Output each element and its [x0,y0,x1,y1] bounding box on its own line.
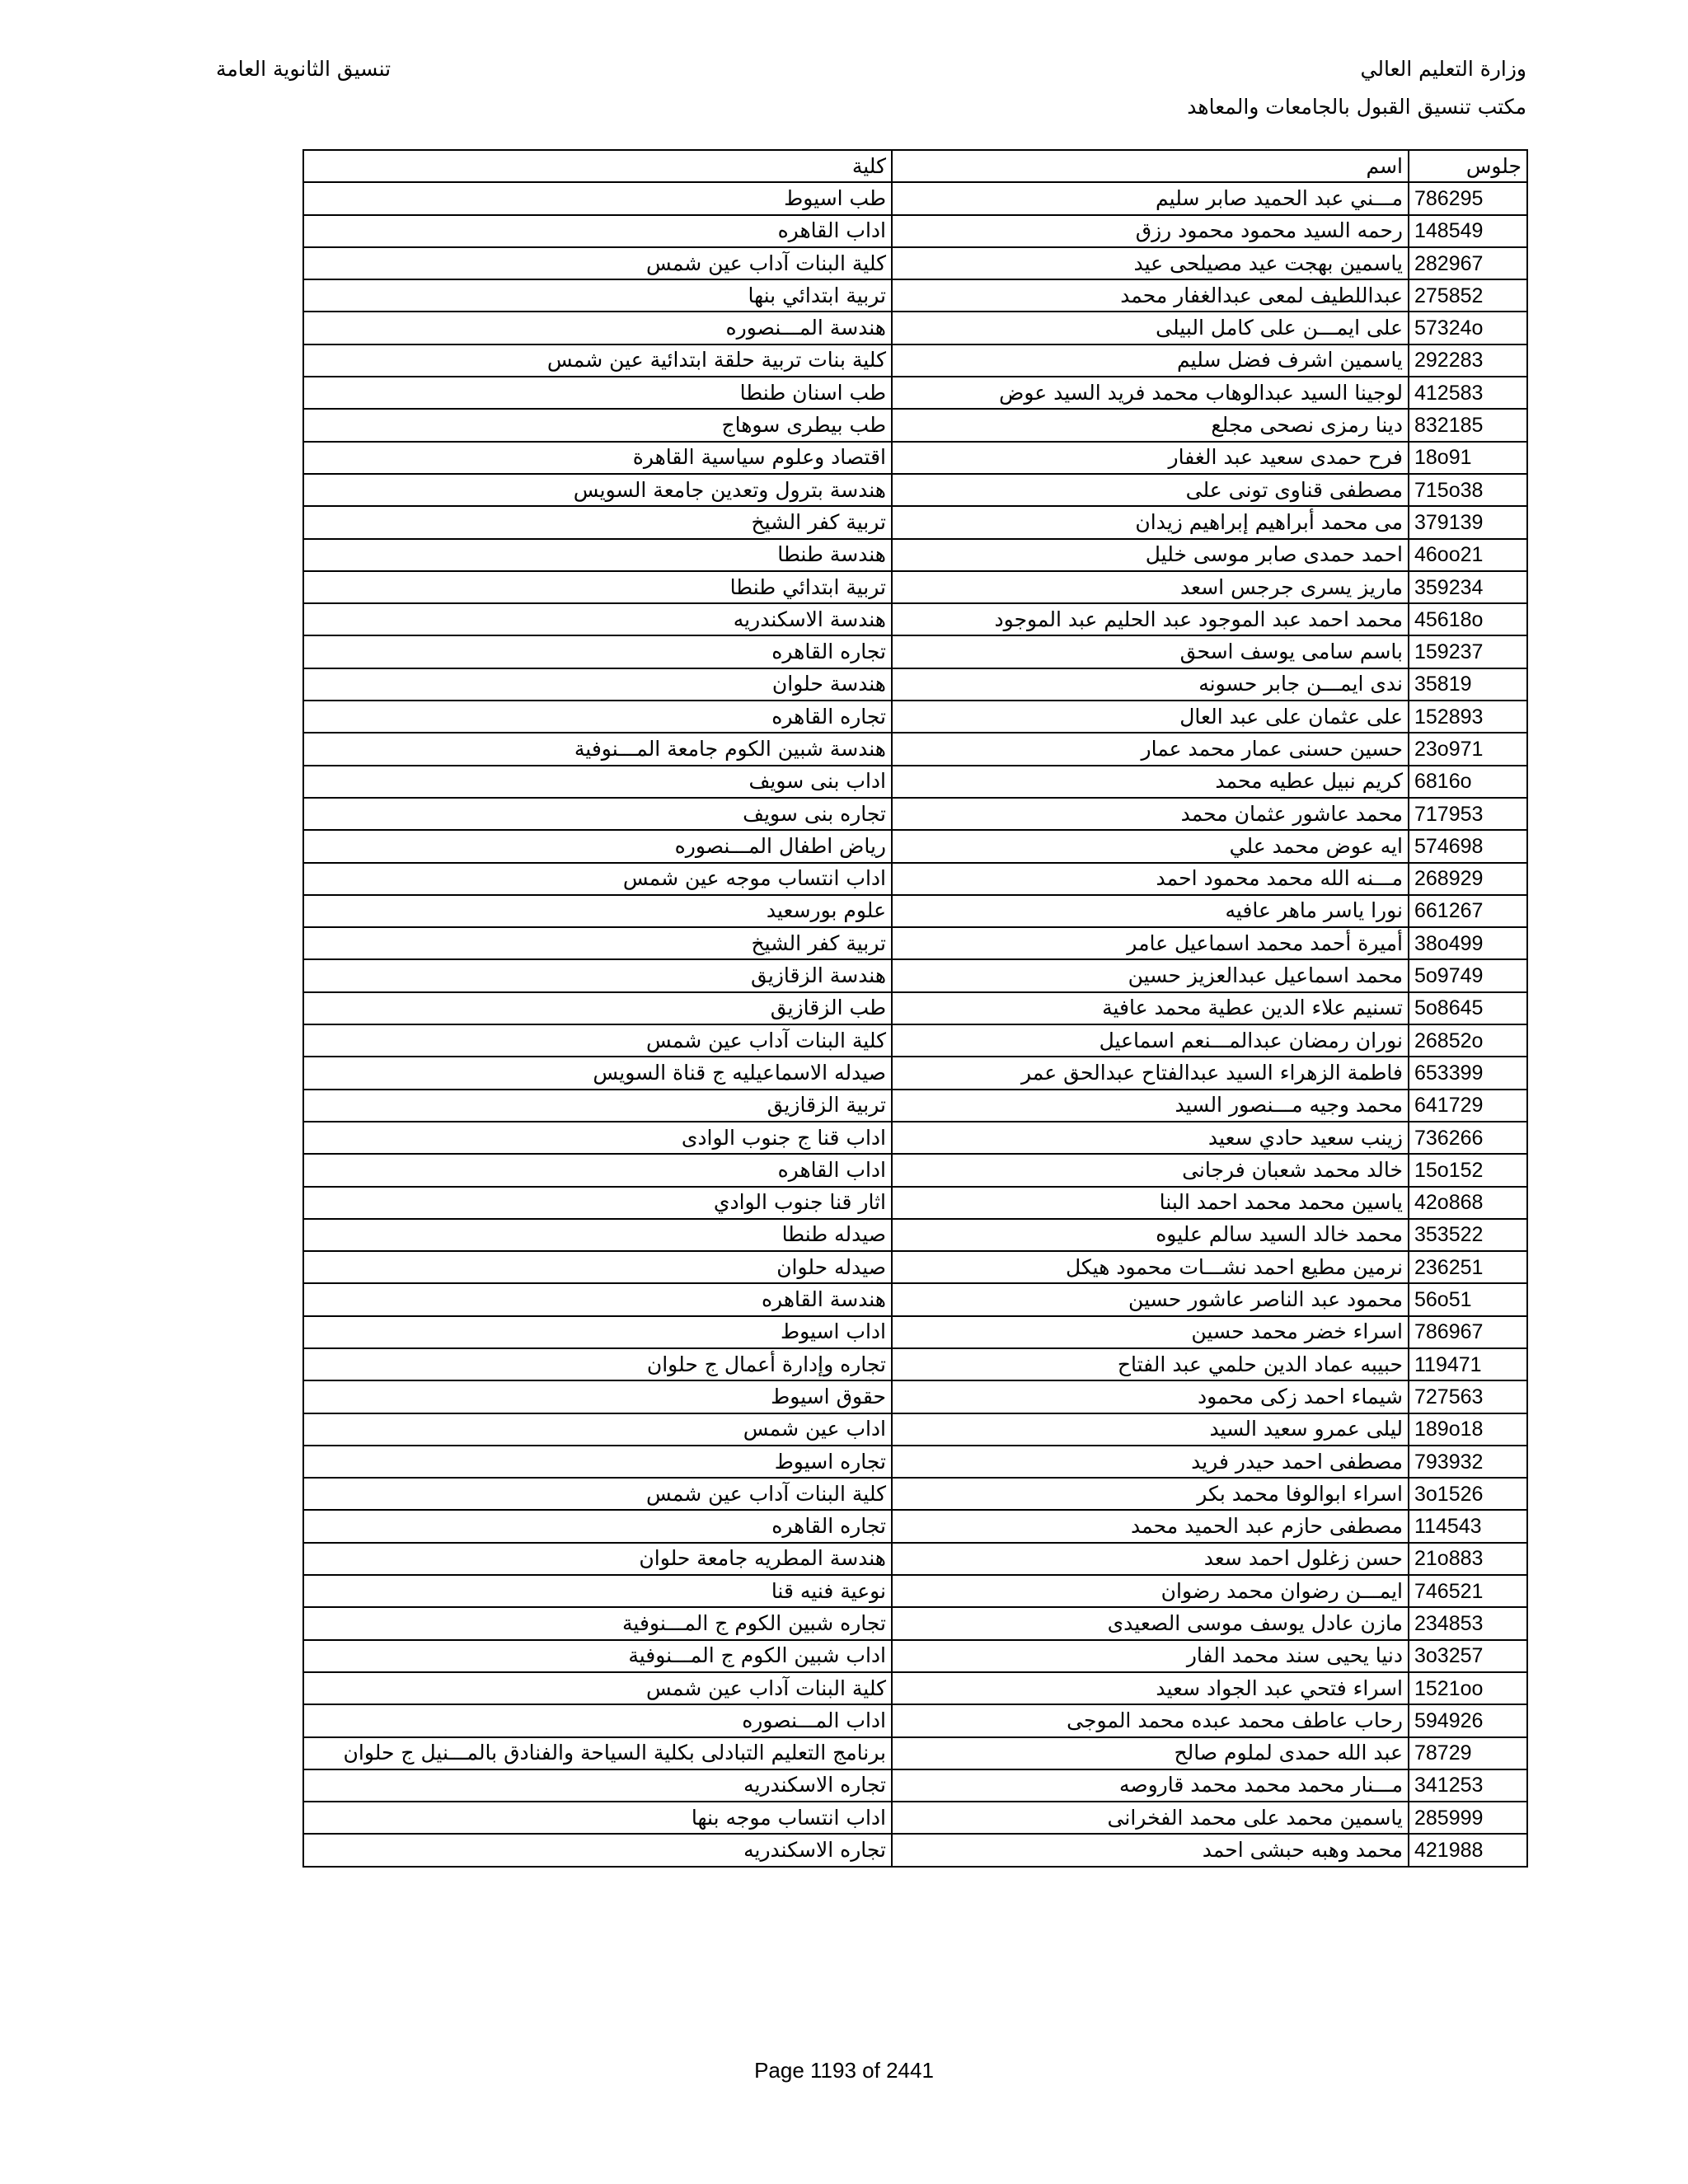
table-row [303,1090,1527,1122]
faculty-name: تجاره القاهره [303,635,892,668]
table-row [303,733,1527,765]
student-name: ياسمين محمد على محمد الفخرانى [892,1802,1409,1834]
table-row [303,279,1527,312]
student-name: حبيبه عماد الدين حلمي عبد الفتاح [892,1348,1409,1380]
student-name: شيماء احمد زكى محمود [892,1380,1409,1413]
student-name: مى محمد أبراهيم إبراهيم زيدان [892,506,1409,538]
faculty-name: كلية البنات آداب عين شمس [303,1024,892,1057]
table-row [303,1737,1527,1769]
table-row [303,766,1527,798]
table-row [303,1413,1527,1446]
seat-number: 786295 [1409,182,1527,214]
header-name: اسم [892,150,1409,182]
student-name: ليلى عمرو سعيد السيد [892,1413,1409,1446]
table-row [303,1640,1527,1672]
student-name: عبداللطيف لمعى عبدالغفار محمد [892,279,1409,312]
seat-number: 736266 [1409,1122,1527,1154]
table-row [303,1057,1527,1089]
faculty-name: علوم بورسعيد [303,895,892,927]
seat-number: 661267 [1409,895,1527,927]
faculty-name: تربية كفر الشيخ [303,927,892,959]
table-row [303,571,1527,603]
table-row [303,247,1527,279]
table-row [303,830,1527,862]
table-row [303,1024,1527,1057]
seat-number: 18o91 [1409,442,1527,474]
header-faculty: كلية [303,150,892,182]
faculty-name: صيدله الاسماعيليه ج قناة السويس [303,1057,892,1089]
faculty-name: هندسة الزقازيق [303,959,892,991]
table-header-row [303,150,1527,182]
table-row [303,1478,1527,1510]
faculty-name: كلية بنات تربية حلقة ابتدائية عين شمس [303,344,892,377]
table-row [303,1283,1527,1315]
table-row [303,1348,1527,1380]
table-row [303,927,1527,959]
student-name: ايه عوض محمد علي [892,830,1409,862]
table-body [303,150,1527,1867]
student-name: مـــنار محمد محمد محمد قاروصه [892,1769,1409,1802]
student-name: اسراء خضر محمد حسين [892,1316,1409,1348]
table-row [303,1704,1527,1736]
table-row [303,1122,1527,1154]
student-name: ياسين محمد محمد احمد البنا [892,1187,1409,1219]
student-name: كريم نبيل عطيه محمد [892,766,1409,798]
student-name: على عثمان على عبد العال [892,701,1409,733]
faculty-name: اداب القاهره [303,215,892,247]
seat-number: 45618o [1409,603,1527,635]
student-name: مصطفى احمد حيدر فريد [892,1446,1409,1478]
faculty-name: برنامج التعليم التبادلى بكلية السياحة والفنادق بالمـــنيل ج حلوان [303,1737,892,1769]
seat-number: 38o499 [1409,927,1527,959]
seat-number: 353522 [1409,1219,1527,1251]
seat-number: 727563 [1409,1380,1527,1413]
seat-number: 359234 [1409,571,1527,603]
seat-number: 35819 [1409,668,1527,701]
faculty-name: هندسة المطريه جامعة حلوان [303,1543,892,1575]
table-row [303,1575,1527,1607]
seat-number: 23o971 [1409,733,1527,765]
student-name: حسين حسنى عمار محمد عمار [892,733,1409,765]
seat-number: 189o18 [1409,1413,1527,1446]
seat-number: 832185 [1409,409,1527,441]
table-row [303,603,1527,635]
seat-number: 594926 [1409,1704,1527,1736]
student-name: محمد اسماعيل عبدالعزيز حسين [892,959,1409,991]
student-name: فاطمة الزهراء السيد عبدالفتاح عبدالحق عمر [892,1057,1409,1089]
seat-number: 119471 [1409,1348,1527,1380]
student-name: فرح حمدى سعيد عبد الغفار [892,442,1409,474]
student-name: على ايمـــن على كامل البيلى [892,312,1409,344]
table-row [303,863,1527,895]
table-row [303,1316,1527,1348]
faculty-name: هندسة حلوان [303,668,892,701]
seat-number: 421988 [1409,1834,1527,1866]
student-name: خالد محمد شعبان فرجانى [892,1154,1409,1186]
seat-number: 715o38 [1409,474,1527,506]
faculty-name: اداب قنا ج جنوب الوادى [303,1122,892,1154]
faculty-name: اداب المـــنصوره [303,1704,892,1736]
section-title: تنسيق الثانوية العامة [216,57,392,81]
table-row [303,409,1527,441]
table-row [303,895,1527,927]
student-name: دنيا يحيى سند محمد الفار [892,1640,1409,1672]
student-name: نرمين مطيع احمد نشـــات محمود هيكل [892,1251,1409,1283]
table-row [303,1769,1527,1802]
faculty-name: هندسة طنطا [303,539,892,571]
table-row [303,798,1527,830]
seat-number: 379139 [1409,506,1527,538]
faculty-name: تجاره وإدارة أعمال ج حلوان [303,1348,892,1380]
student-name: دينا رمزى نصحى مجلع [892,409,1409,441]
faculty-name: كلية البنات آداب عين شمس [303,1478,892,1510]
faculty-name: تربية كفر الشيخ [303,506,892,538]
student-name: محمد خالد السيد سالم عليوه [892,1219,1409,1251]
seat-number: 6816o [1409,766,1527,798]
table-row [303,1251,1527,1283]
faculty-name: اقتصاد وعلوم سياسية القاهرة [303,442,892,474]
student-name: مـــني عبد الحميد صابر سليم [892,182,1409,214]
table-row [303,1672,1527,1704]
student-name: لوجينا السيد عبدالوهاب محمد فريد السيد عوض [892,377,1409,409]
table-row [303,442,1527,474]
table-row [303,1446,1527,1478]
table-row [303,635,1527,668]
faculty-name: تجاره اسيوط [303,1446,892,1478]
seat-number: 292283 [1409,344,1527,377]
student-name: اسراء فتحي عبد الجواد سعيد [892,1672,1409,1704]
header-seat: جلوس [1409,150,1527,182]
faculty-name: هندسة القاهره [303,1283,892,1315]
seat-number: 793932 [1409,1446,1527,1478]
student-name: ماريز يسرى جرجس اسعد [892,571,1409,603]
faculty-name: اداب اسيوط [303,1316,892,1348]
seat-number: 641729 [1409,1090,1527,1122]
faculty-name: هندسة بترول وتعدين جامعة السويس [303,474,892,506]
faculty-name: صيدله طنطا [303,1219,892,1251]
student-name: حسن زغلول احمد سعد [892,1543,1409,1575]
ministry-title: وزارة التعليم العالي [1360,57,1526,81]
page-header-right [1187,56,1526,132]
seat-number: 148549 [1409,215,1527,247]
table-row [303,1187,1527,1219]
seat-number: 234853 [1409,1607,1527,1639]
student-name: مصطفى قناوى تونى على [892,474,1409,506]
faculty-name: تربية ابتدائي بنها [303,279,892,312]
student-name: احمد حمدى صابر موسى خليل [892,539,1409,571]
table-row [303,1802,1527,1834]
table-row [303,474,1527,506]
seat-number: 26852o [1409,1024,1527,1057]
faculty-name: كلية البنات آداب عين شمس [303,1672,892,1704]
table-row [303,1219,1527,1251]
student-name: نوران رمضان عبدالمـــنعم اسماعيل [892,1024,1409,1057]
student-name: محمد احمد عبد الموجود عبد الحليم عبد الموجود [892,603,1409,635]
seat-number: 268929 [1409,863,1527,895]
student-name: محمود عبد الناصر عاشور حسين [892,1283,1409,1315]
table-row [303,959,1527,991]
student-name: رحمه السيد محمود محمود رزق [892,215,1409,247]
student-name: محمد وجيه مـــنصور السيد [892,1090,1409,1122]
seat-number: 46oo21 [1409,539,1527,571]
faculty-name: كلية البنات آداب عين شمس [303,247,892,279]
table-row [303,506,1527,538]
table-row [303,668,1527,701]
faculty-name: تجاره شبين الكوم ج المـــنوفية [303,1607,892,1639]
table-row [303,1380,1527,1413]
faculty-name: تجاره القاهره [303,1510,892,1542]
student-name: زينب سعيد حادي سعيد [892,1122,1409,1154]
seat-number: 57324o [1409,312,1527,344]
seat-number: 42o868 [1409,1187,1527,1219]
faculty-name: اداب انتساب موجه عين شمس [303,863,892,895]
seat-number: 152893 [1409,701,1527,733]
student-name: ايمـــن رضوان محمد رضوان [892,1575,1409,1607]
seat-number: 236251 [1409,1251,1527,1283]
faculty-name: طب الزقازيق [303,992,892,1024]
faculty-name: هندسة المـــنصوره [303,312,892,344]
table-row [303,1543,1527,1575]
seat-number: 159237 [1409,635,1527,668]
student-name: مصطفى حازم عبد الحميد محمد [892,1510,1409,1542]
faculty-name: اداب شبين الكوم ج المـــنوفية [303,1640,892,1672]
faculty-name: تربية الزقازيق [303,1090,892,1122]
seat-number: 3o3257 [1409,1640,1527,1672]
faculty-name: صيدله حلوان [303,1251,892,1283]
faculty-name: رياض اطفال المـــنصوره [303,830,892,862]
student-name: مازن عادل يوسف موسى الصعيدى [892,1607,1409,1639]
table-row [303,1154,1527,1186]
student-name: رحاب عاطف محمد عبده محمد الموجى [892,1704,1409,1736]
office-title: مكتب تنسيق القبول بالجامعات والمعاهد [1187,95,1526,119]
seat-number: 341253 [1409,1769,1527,1802]
seat-number: 412583 [1409,377,1527,409]
faculty-name: اداب بنى سويف [303,766,892,798]
student-name: باسم سامى يوسف اسحق [892,635,1409,668]
faculty-name: حقوق اسيوط [303,1380,892,1413]
table-row [303,215,1527,247]
student-name: اسراء ابوالوفا محمد بكر [892,1478,1409,1510]
seat-number: 786967 [1409,1316,1527,1348]
table-row [303,992,1527,1024]
page-number: Page 1193 of 2441 [754,2058,934,2083]
table-row [303,312,1527,344]
seat-number: 282967 [1409,247,1527,279]
seat-number: 56o51 [1409,1283,1527,1315]
seat-number: 746521 [1409,1575,1527,1607]
table-row [303,344,1527,377]
faculty-name: تجاره بنى سويف [303,798,892,830]
seat-number: 114543 [1409,1510,1527,1542]
seat-number: 21o883 [1409,1543,1527,1575]
seat-number: 653399 [1409,1057,1527,1089]
seat-number: 1521oo [1409,1672,1527,1704]
student-name: ياسمين بهجت عيد مصيلحى عيد [892,247,1409,279]
student-name: عبد الله حمدى لملوم صالح [892,1737,1409,1769]
table-row [303,539,1527,571]
seat-number: 5o8645 [1409,992,1527,1024]
seat-number: 78729 [1409,1737,1527,1769]
table-row [303,701,1527,733]
student-name: أميرة أحمد محمد اسماعيل عامر [892,927,1409,959]
seat-number: 717953 [1409,798,1527,830]
seat-number: 275852 [1409,279,1527,312]
faculty-name: تجاره القاهره [303,701,892,733]
faculty-name: هندسة الاسكندريه [303,603,892,635]
table-row [303,1834,1527,1866]
faculty-name: طب اسنان طنطا [303,377,892,409]
faculty-name: هندسة شبين الكوم جامعة المـــنوفية [303,733,892,765]
student-name: مـــنه الله محمد محمود احمد [892,863,1409,895]
student-name: محمد عاشور عثمان محمد [892,798,1409,830]
faculty-name: تجاره الاسكندريه [303,1769,892,1802]
student-name: ندى ايمـــن جابر حسونه [892,668,1409,701]
student-name: نورا ياسر ماهر عافيه [892,895,1409,927]
faculty-name: تجاره الاسكندريه [303,1834,892,1866]
faculty-name: اداب عين شمس [303,1413,892,1446]
table-row [303,182,1527,214]
table-row [303,377,1527,409]
faculty-name: اداب انتساب موجه بنها [303,1802,892,1834]
admissions-table [302,149,1528,1868]
faculty-name: اثار قنا جنوب الوادي [303,1187,892,1219]
student-name: تسنيم علاء الدين عطية محمد عافية [892,992,1409,1024]
faculty-name: طب اسيوط [303,182,892,214]
seat-number: 3o1526 [1409,1478,1527,1510]
student-name: ياسمين اشرف فضل سليم [892,344,1409,377]
table-row [303,1607,1527,1639]
seat-number: 5o9749 [1409,959,1527,991]
table-row [303,1510,1527,1542]
faculty-name: اداب القاهره [303,1154,892,1186]
seat-number: 574698 [1409,830,1527,862]
faculty-name: تربية ابتدائي طنطا [303,571,892,603]
seat-number: 285999 [1409,1802,1527,1834]
faculty-name: نوعية فنيه قنا [303,1575,892,1607]
seat-number: 15o152 [1409,1154,1527,1186]
student-name: محمد وهبه حبشى احمد [892,1834,1409,1866]
faculty-name: طب بيطرى سوهاج [303,409,892,441]
